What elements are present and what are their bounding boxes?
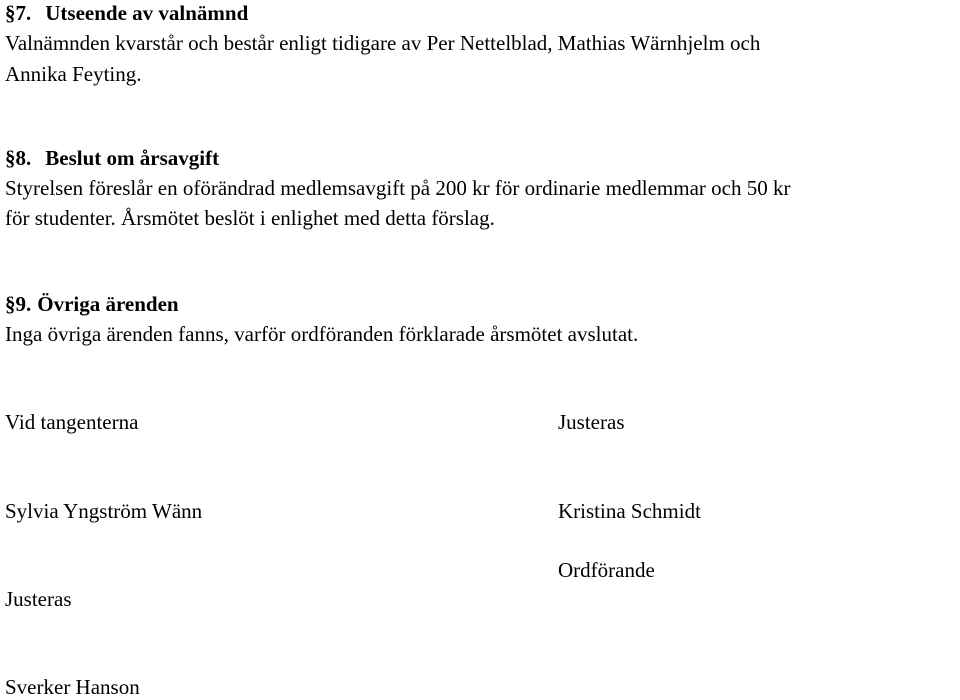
signature-left-second-role: Justeras <box>5 587 72 611</box>
section-9-title: Övriga ärenden <box>37 292 179 316</box>
section-9-number: §9. <box>5 292 32 316</box>
signature-right-role: Justeras <box>558 410 625 434</box>
section-9-body-line-1: Inga övriga ärenden fanns, varför ordföranden förklarade årsmötet avslutat. <box>5 322 639 346</box>
section-7-body-line-2: Annika Feyting. <box>5 62 142 86</box>
section-8-body-line-2: för studenter. Årsmötet beslöt i enlighet med detta förslag. <box>5 206 495 230</box>
signature-right-name: Kristina Schmidt <box>558 499 701 523</box>
section-7-number: §7. <box>5 1 32 25</box>
signature-left-second-name: Sverker Hanson <box>5 675 140 699</box>
section-8-number: §8. <box>5 146 32 170</box>
signature-left-role: Vid tangenterna <box>5 410 139 434</box>
signature-left-name: Sylvia Yngström Wänn <box>5 499 203 523</box>
signature-right-title: Ordförande <box>558 558 655 582</box>
section-7-heading <box>5 0 248 26</box>
section-8-title: Beslut om årsavgift <box>45 146 220 170</box>
section-7-title: Utseende av valnämnd <box>45 1 249 25</box>
section-9-heading <box>5 291 179 317</box>
section-7-body-line-1: Valnämnden kvarstår och består enligt tidigare av Per Nettelblad, Mathias Wärnhjelm och <box>5 31 761 55</box>
section-8-body-line-1: Styrelsen föreslår en oförändrad medlemsavgift på 200 kr för ordinarie medlemmar och 50 kr <box>5 176 791 200</box>
section-8-heading <box>5 145 219 171</box>
